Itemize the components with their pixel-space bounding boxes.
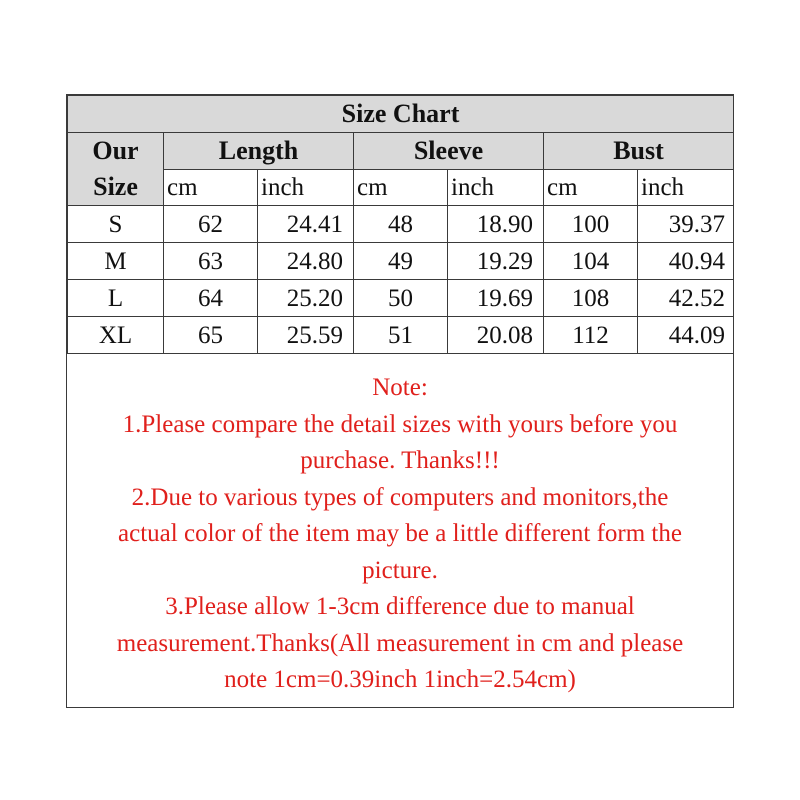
length-cm-value: 64 [164,280,258,317]
table-title: Size Chart [68,96,734,133]
sleeve-inch-value: 19.29 [448,243,544,280]
note-line: measurement.Thanks(All measurement in cm and please [116,629,684,657]
sleeve-header: Sleeve [354,133,544,170]
table-row [68,317,734,354]
size-chart [66,94,734,708]
length-inch-unit: inch [258,169,354,206]
bust-cm-value: 100 [544,206,638,243]
bust-cm-value: 108 [544,280,638,317]
size-header-line1: Our [92,136,139,165]
sleeve-cm-value: 49 [354,243,448,280]
length-cm-value: 62 [164,206,258,243]
note-line: 2.Due to various types of computers and monitors,the [131,483,669,511]
bust-cm-unit: cm [544,169,638,206]
sleeve-cm-value: 51 [354,317,448,354]
bust-cm-value: 104 [544,243,638,280]
table-row [68,206,734,243]
length-inch-value: 25.59 [258,317,354,354]
sleeve-cm-unit: cm [354,169,448,206]
note-line: actual color of the item may be a little different form the [118,520,682,547]
size-header-line2: Size [93,172,138,201]
length-inch-value: 24.80 [258,243,354,280]
size-label: L [68,280,164,317]
sleeve-inch-value: 20.08 [448,317,544,354]
sleeve-cm-value: 50 [354,280,448,317]
sleeve-inch-value: 18.90 [448,206,544,243]
length-cm-value: 63 [164,243,258,280]
bust-inch-value: 40.94 [638,243,734,280]
size-label: XL [68,317,164,354]
note-line: note 1cm=0.39inch 1inch=2.54cm) [224,666,576,693]
table-row [68,280,734,317]
bust-inch-value: 39.37 [638,206,734,243]
size-label: S [68,206,164,243]
note-line: 1.Please compare the detail sizes with yours before you [122,410,678,438]
note-line: picture. [362,556,438,584]
note-line: purchase. Thanks!!! [300,447,500,474]
bust-inch-value: 42.52 [638,280,734,317]
sleeve-inch-value: 19.69 [448,280,544,317]
length-header: Length [164,133,354,170]
note-line: 3.Please allow 1-3cm difference due to manual [165,593,635,620]
length-inch-value: 25.20 [258,280,354,317]
bust-header: Bust [544,133,734,170]
size-column-header [68,133,164,206]
bust-inch-unit: inch [638,169,734,206]
bust-inch-value: 44.09 [638,317,734,354]
sleeve-inch-unit: inch [448,169,544,206]
size-label: M [68,243,164,280]
length-inch-value: 24.41 [258,206,354,243]
size-table [67,95,734,354]
length-cm-unit: cm [164,169,258,206]
sleeve-cm-value: 48 [354,206,448,243]
notes-section [67,353,733,707]
bust-cm-value: 112 [544,317,638,354]
length-cm-value: 65 [164,317,258,354]
table-row [68,243,734,280]
note-heading: Note: [372,374,428,401]
